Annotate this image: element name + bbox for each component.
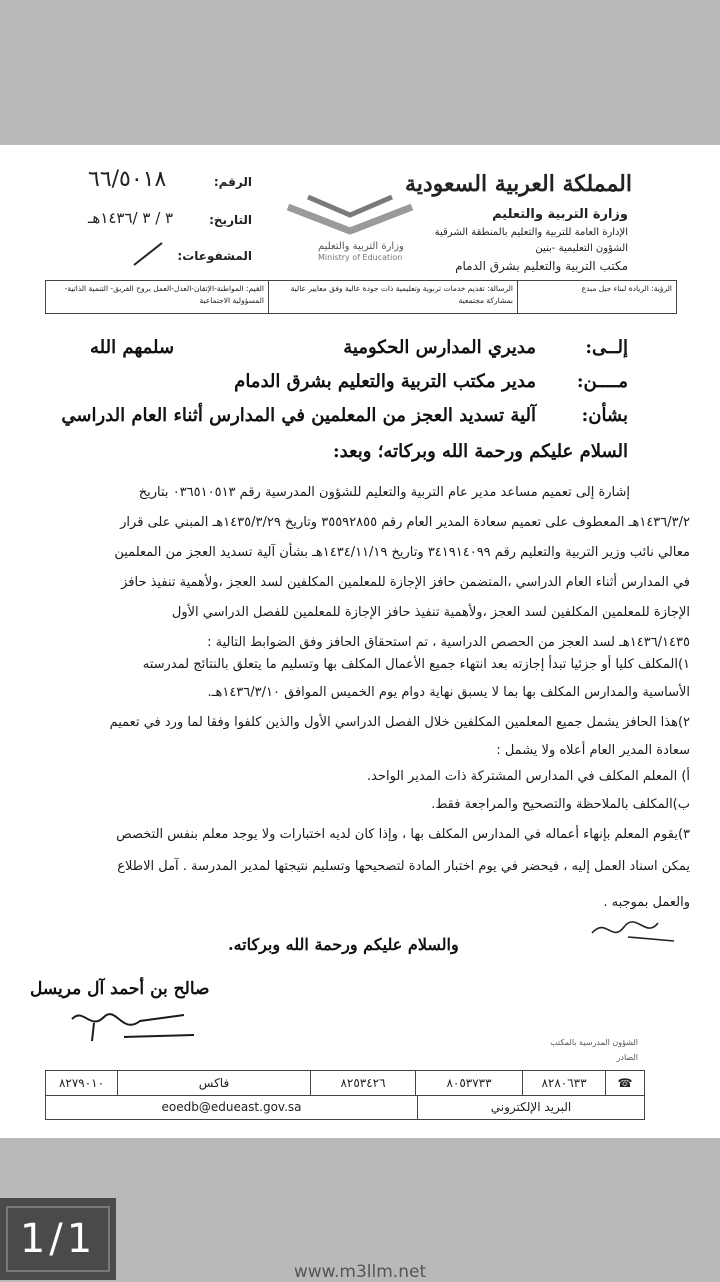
body-line: الأساسية والمدارس المكلف بها بما لا يسبق نهاية دوام يوم الخميس الموافق ١٤٣٦/٣/١٠هـ.	[207, 685, 690, 700]
values-text: القيم: المواطنة-الإتقان-العدل-العمل بروح الفريق- التنمية الذاتية-المسؤولية الاجتماعية	[64, 284, 264, 305]
ref-number-label: الرقم:	[213, 175, 252, 189]
from-label: مــــن:	[576, 371, 628, 392]
body-line: في المدارس أثناء العام الدراسي ،المتضمن حافز الإجازة للمعلمين المكلفين لسد العجز ،ولأهمية تنفيذ حافز	[121, 575, 690, 590]
footer-note: الصادر	[616, 1053, 638, 1062]
greeting: سلمهم الله	[90, 337, 175, 358]
body-line: أ) المعلم المكلف في المدارس المشتركة ذات المدير الواحد.	[367, 769, 690, 784]
vision-text: الرؤية: الريادة لبناء جيل مبدع	[517, 281, 676, 313]
page-indicator-text: 1/1	[19, 1216, 97, 1262]
footer-note: الشؤون المدرسية بالمكتب	[550, 1038, 638, 1047]
closing-text: والسلام عليكم ورحمة الله وبركاته.	[228, 935, 459, 954]
body-line: سعادة المدير العام أعلاه ولا يشمل :	[496, 743, 690, 758]
body-line: الإجازة للمعلمين المكلفين لسد العجز ،ولأهمية تنفيذ حافز الإجازة للمعلمين للفصل الدراسي الأول	[171, 605, 690, 620]
body-line: ١٤٣٦/١٤٣٥هـ لسد العجز من الحصص الدراسية ، تم استحقاق الحافز وفق الضوابط التالية :	[207, 635, 690, 650]
ministry-name: وزارة التربية والتعليم	[492, 207, 628, 222]
phone-3: ٨٢٥٣٤٢٦	[310, 1071, 415, 1095]
watermark: www.m3llm.net	[293, 1262, 427, 1282]
email-label: البريد الإلكتروني	[417, 1095, 644, 1119]
email-address: eoedb@edueast.gov.sa	[161, 1100, 302, 1114]
office-name: مكتب التربية والتعليم بشرق الدمام	[455, 259, 628, 273]
body-line: والعمل بموجبه .	[603, 895, 690, 910]
ref-number-value: ٦٦/٥٠١٨	[88, 167, 167, 192]
attachments-label: المشفوعات:	[177, 249, 252, 263]
phone-icon: ☎	[605, 1071, 644, 1095]
department-name: الشؤون التعليمية -بنين	[535, 243, 628, 254]
document-page	[0, 145, 720, 1138]
attachments-mark	[128, 239, 168, 273]
phone-1: ٨٢٨٠٦٣٣	[522, 1071, 605, 1095]
to-label: إلــى:	[585, 337, 628, 358]
phone-2: ٨٠٥٣٧٣٣	[415, 1071, 522, 1095]
mission-text: الرسالة: تقديم خدمات تربوية وتعليمية ذات جودة عالية وفق معايير عالية بمشاركة مجتمعية	[268, 281, 517, 313]
to-value: مديري المدارس الحكومية	[343, 337, 536, 358]
initials-signature	[588, 913, 678, 951]
subject-value: آلية تسديد العجز من المعلمين في المدارس أثناء العام الدراسي	[61, 405, 536, 426]
date-value: ٣ / ٣ /١٤٣٦هـ	[88, 209, 174, 227]
contact-table	[45, 1070, 645, 1120]
body-line: ب)المكلف بالملاحظة والتصحيح والمراجعة فقط.	[431, 797, 690, 812]
logo-caption: وزارة التربية والتعليم	[318, 241, 404, 252]
body-line: يمكن اسناد العمل إليه ، فيحضر في يوم اختبار المادة لتصحيحها وتسليم نتيجتها لمدير المدرسة . آمل الاطلاع	[117, 859, 690, 874]
directorate-name: الإدارة العامة للتربية والتعليم بالمنطقة الشرقية	[434, 227, 628, 238]
fax-number: ٨٢٧٩٠١٠	[58, 1076, 105, 1090]
date-label: التاريخ:	[209, 213, 252, 227]
fax-label: فاكس	[117, 1071, 310, 1095]
logo-caption-en: Ministry of Education	[318, 253, 403, 262]
body-line: إشارة إلى تعميم مساعد مدير عام التربية والتعليم للشؤون المدرسية رقم ٠٣٦٥١٠٥١٣ بتاريخ	[138, 485, 630, 500]
signature	[64, 1001, 214, 1055]
from-value: مدير مكتب التربية والتعليم بشرق الدمام	[234, 371, 536, 392]
signer-name: صالح بن أحمد آل مريسل	[30, 979, 210, 999]
body-line: ١٤٣٦/٣/٢هـ المعطوف على تعميم سعادة المدير العام رقم ٣٥٥٩٢٨٥٥ وتاريخ ١٤٣٥/٣/٢٩هـ المبني على قرار	[120, 515, 690, 530]
body-line: ١)المكلف كليا أو جزئيا تبدأ إجازته بعد انتهاء جميع الأعمال المكلف بها وتسليم ما يتعلق بالنتائج لمدرسته	[142, 657, 690, 672]
body-line: معالي نائب وزير التربية والتعليم رقم ٣٤١٩١٤٠٩٩ وتاريخ ١٤٣٤/١١/١٩هـ بشأن آلية تسديد العجز من المعلمين	[114, 545, 690, 560]
body-line: ٣)يقوم المعلم بإنهاء أعماله في المدارس المكلف بها ، وإذا كان لديه اختبارات ولا يوجد معلم بنفس التخصص	[116, 827, 690, 842]
subject-label: بشأن:	[581, 405, 628, 426]
salutation: السلام عليكم ورحمة الله وبركاته؛ وبعد:	[332, 441, 628, 462]
body-line: ٢)هذا الحافز يشمل جميع المعلمين المكلفين خلال الفصل الدراسي الأول والذين كلفوا وفقا لما ورد في تعميم	[109, 715, 690, 730]
vision-bar	[45, 280, 677, 314]
kingdom-title: المملكة العربية السعودية	[404, 171, 632, 197]
